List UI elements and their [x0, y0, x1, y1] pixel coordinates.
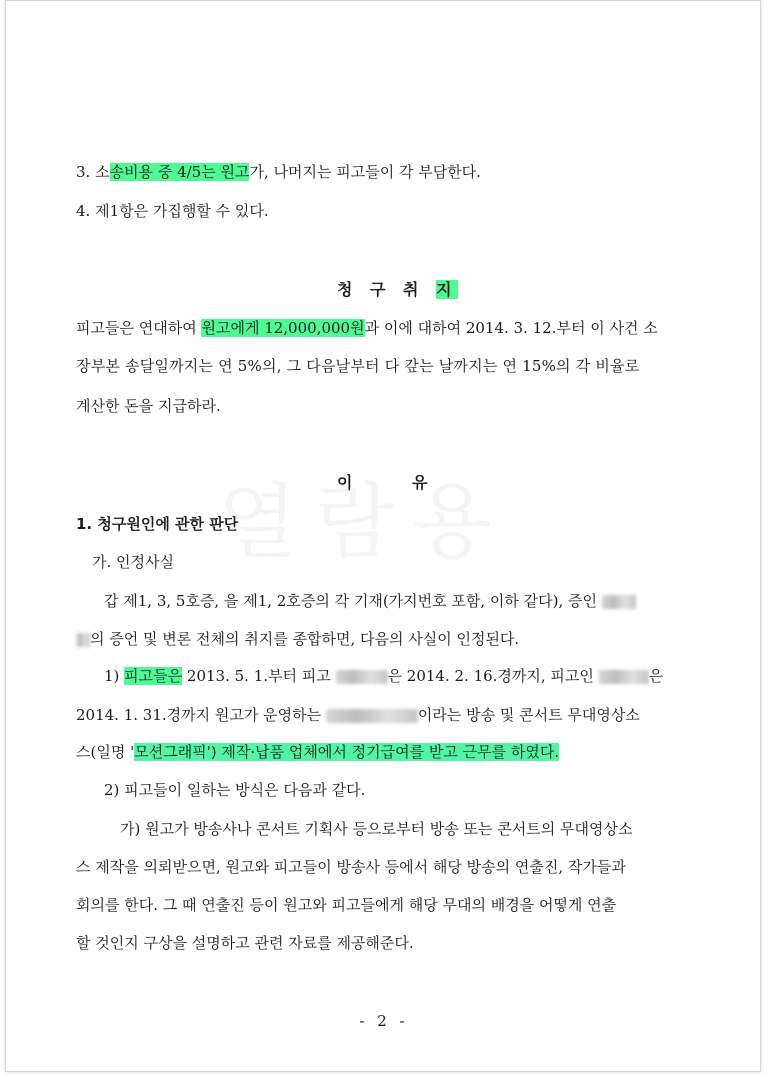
- watermark: [218, 457, 510, 574]
- paragraph-1-line-1: 갑 제1, 3, 5호증, 을 제1, 2호증의 각 기재(가지번호 포함, 이하 같다), 증인: [104, 590, 636, 612]
- highlight: 모션그래픽') 제작·납품 업체에서 정기급여를 받고 근무를 하였다.: [134, 743, 560, 761]
- claim-heading: 청 구 취 지: [337, 280, 458, 299]
- reasons-heading-right: 유: [412, 473, 434, 492]
- redacted-name: [602, 595, 636, 609]
- redacted-name: [336, 670, 388, 684]
- claim-line-3: 계산한 돈을 지급하라.: [76, 397, 221, 415]
- claim-line-1: 피고들은 연대하여 원고에게 12,000,000원과 이에 대하여 2014. 3. 12.부터 이 사건 소: [76, 319, 658, 337]
- redacted-name: [76, 633, 90, 647]
- paragraph-4-line-2: 스 제작을 의뢰받으면, 원고와 피고들이 방송사 등에서 해당 방송의 연출진, 작가들과: [76, 858, 626, 876]
- section-title: 1. 청구원인에 관한 판단: [76, 515, 239, 533]
- redacted-name: [599, 670, 649, 684]
- item-3: 3. 소송비용 중 4/5는 원고가, 나머지는 피고들이 각 부담한다.: [76, 163, 481, 181]
- highlight: 송비용 중 4/5는 원고: [109, 163, 250, 181]
- subsection-title: 가. 인정사실: [92, 553, 174, 571]
- reasons-heading-left: 이: [337, 473, 359, 492]
- paragraph-4-line-3: 회의를 한다. 그 때 연출진 등이 원고와 피고들에게 해당 무대의 배경을 어떻게 연출: [76, 896, 617, 914]
- highlight: 피고들은: [124, 667, 183, 685]
- paragraph-4-line-1: 가) 원고가 방송사나 콘서트 기획사 등으로부터 방송 또는 콘서트의 무대영상소: [120, 820, 633, 838]
- page-number: - 2 -: [359, 1012, 409, 1030]
- paragraph-2-line-2: 2014. 1. 31.경까지 원고가 운영하는 이라는 방송 및 콘서트 무대영상소: [76, 706, 640, 724]
- paragraph-2-line-3: 스(일명 '모션그래픽') 제작·납품 업체에서 정기급여를 받고 근무를 하였다.: [76, 743, 560, 761]
- item-4: 4. 제1항은 가집행할 수 있다.: [76, 202, 269, 220]
- claim-line-2: 장부본 송달일까지는 연 5%의, 그 다음날부터 다 갚는 날까지는 연 15%의 각 비율로: [76, 357, 640, 375]
- highlight: 원고에게 12,000,000원: [201, 319, 365, 337]
- paragraph-1-line-2: 의 증언 및 변론 전체의 취지를 종합하면, 다음의 사실이 인정된다.: [76, 628, 519, 650]
- paragraph-4-line-4: 할 것인지 구상을 설명하고 관련 자료를 제공해준다.: [76, 934, 414, 952]
- paragraph-3: 2) 피고들이 일하는 방식은 다음과 같다.: [104, 781, 366, 799]
- redacted-company: [326, 709, 418, 723]
- paragraph-2-line-1: 1) 피고들은 2013. 5. 1.부터 피고 은 2014. 2. 16.경까지, 피고인 은: [104, 667, 664, 685]
